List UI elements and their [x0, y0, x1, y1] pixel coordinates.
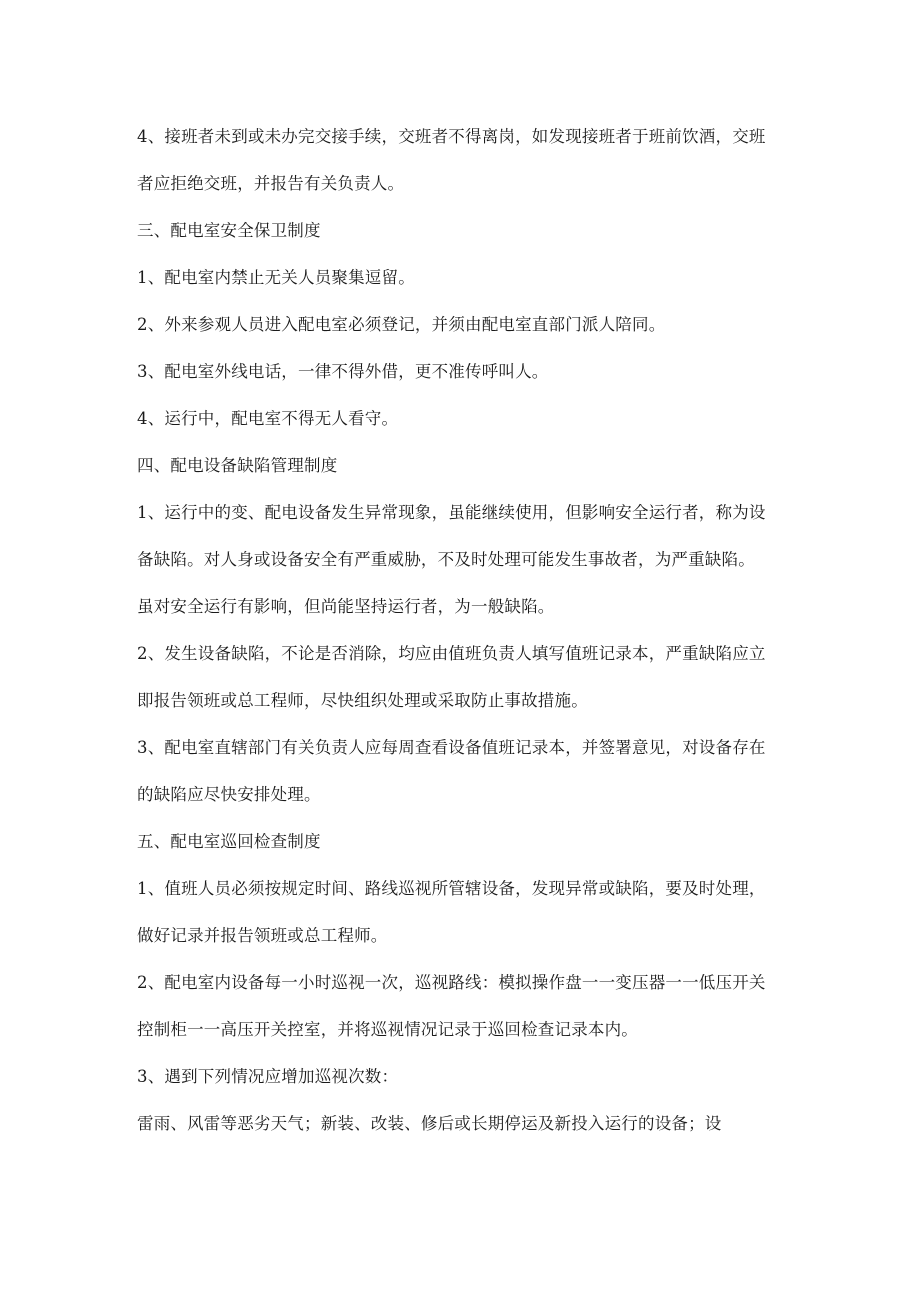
text-line: 雷雨、风雷等恶劣天气；新装、改装、修后或长期停运及新投入运行的设备；设	[137, 1114, 722, 1133]
text-line: 做好记录并报告领班或总工程师。	[137, 926, 388, 945]
text-line: 2、发生设备缺陷，不论是否消除，均应由值班负责人填写值班记录本，严重缺陷应立	[137, 644, 766, 663]
text-line: 3、配电室外线电话，一律不得外借，更不准传呼叫人。	[137, 362, 549, 381]
text-line: 控制柜一一高压开关控室，并将巡视情况记录于巡回检查记录本内。	[137, 1020, 638, 1039]
text-line: 虽对安全运行有影响，但尚能坚持运行者，为一般缺陷。	[137, 597, 555, 616]
text-line: 1、值班人员必须按规定时间、路线巡视所管辖设备，发现异常或缺陷，要及时处理，	[137, 879, 766, 898]
text-line: 3、配电室直辖部门有关负责人应每周查看设备值班记录本，并签署意见，对设备存在	[137, 738, 766, 757]
section-heading: 四、配电设备缺陷管理制度	[137, 456, 338, 475]
text-line: 1、运行中的变、配电设备发生异常现象，虽能继续使用，但影响安全运行者，称为设	[137, 503, 766, 522]
text-line: 1、配电室内禁止无关人员聚集逗留。	[137, 268, 415, 287]
section-heading: 三、配电室安全保卫制度	[137, 221, 321, 240]
text-line: 者应拒绝交班，并报告有关负责人。	[137, 174, 405, 193]
text-line: 3、遇到下列情况应增加巡视次数：	[137, 1067, 399, 1086]
text-line: 4、运行中，配电室不得无人看守。	[137, 409, 399, 428]
text-line: 2、外来参观人员进入配电室必须登记，并须由配电室直部门派人陪同。	[137, 315, 666, 334]
text-line: 2、配电室内设备每一小时巡视一次，巡视路线：模拟操作盘一一变压器一一低压开关	[137, 973, 766, 992]
text-line: 4、接班者未到或未办完交接手续，交班者不得离岗，如发现接班者于班前饮酒，交班	[137, 127, 766, 146]
text-line: 即报告领班或总工程师，尽快组织处理或采取防止事故措施。	[137, 691, 588, 710]
section-heading: 五、配电室巡回检查制度	[137, 832, 321, 851]
text-line: 备缺陷。对人身或设备安全有严重威胁，不及时处理可能发生事故者，为严重缺陷。	[137, 550, 755, 569]
text-line: 的缺陷应尽快安排处理。	[137, 785, 321, 804]
